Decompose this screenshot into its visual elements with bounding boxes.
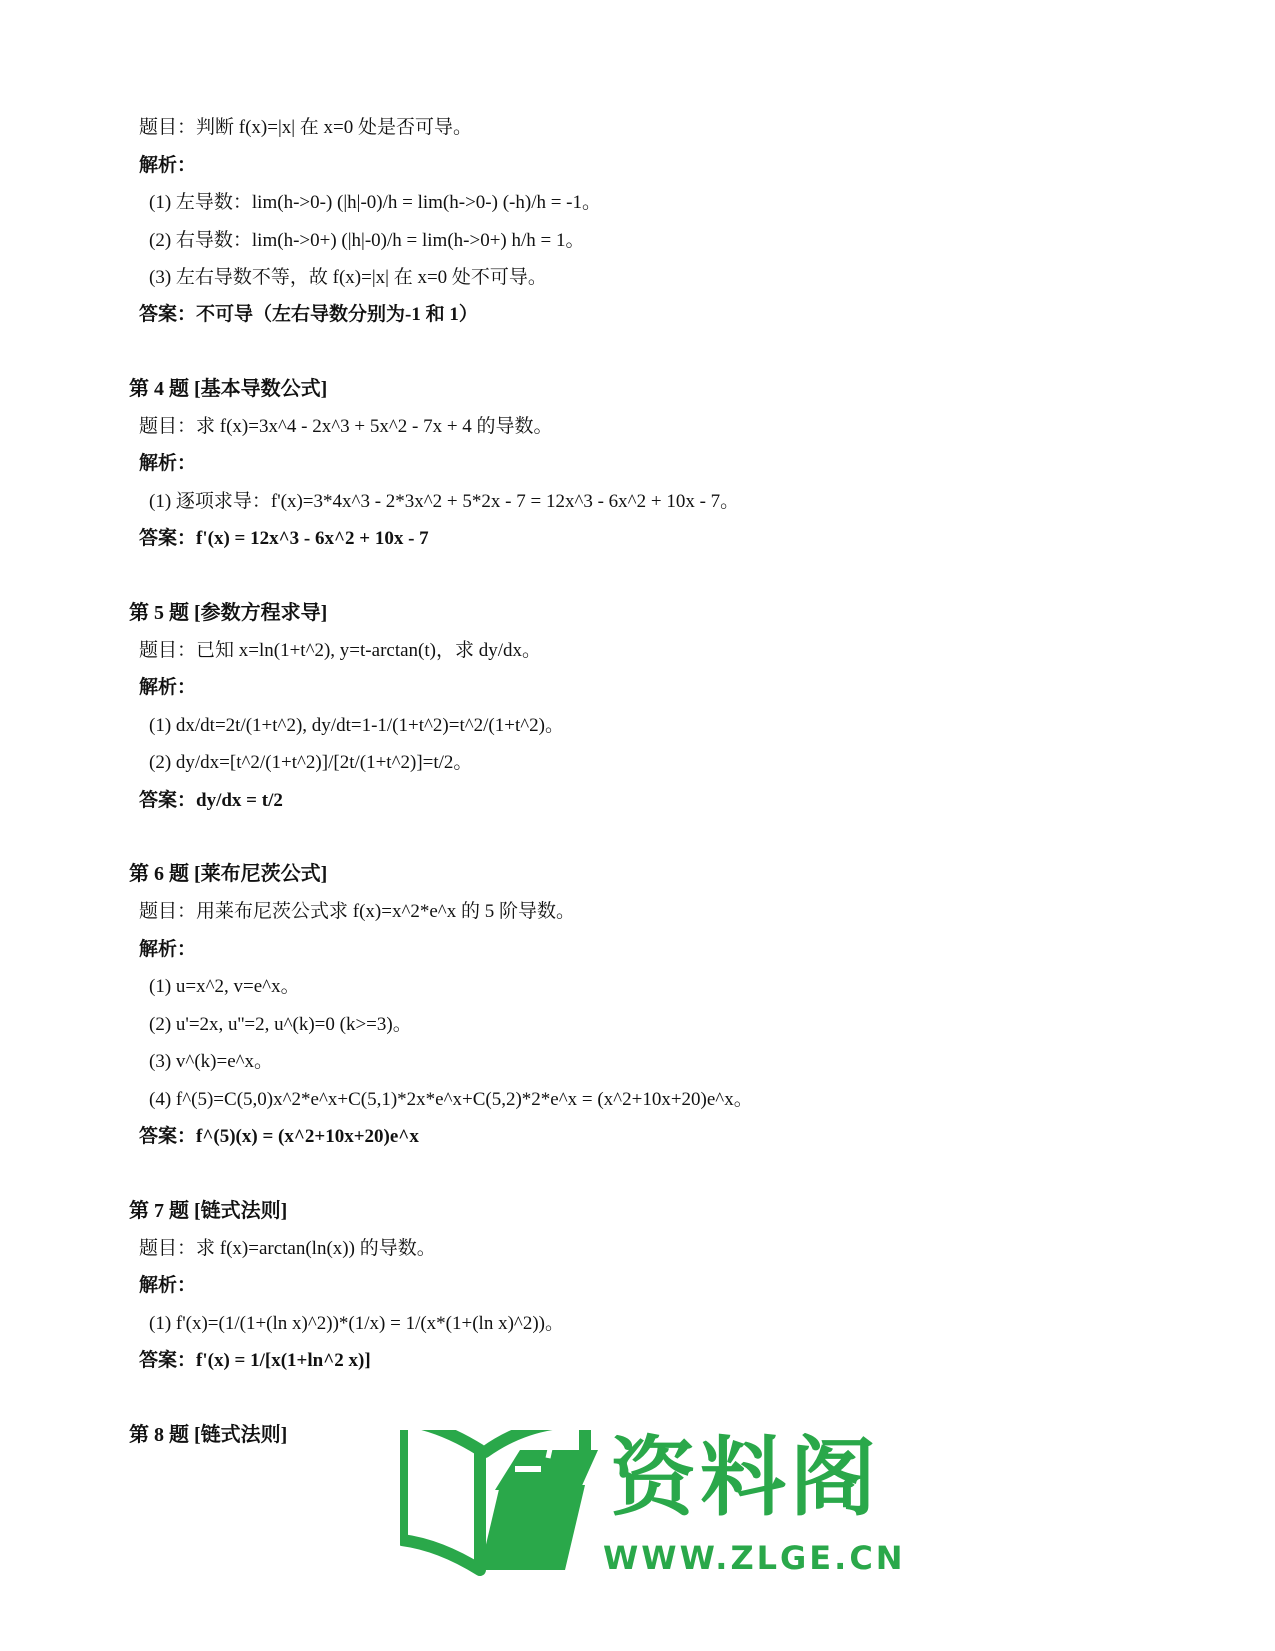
- question-text: 题目：判断 f(x)=|x| 在 x=0 处是否可导。: [139, 117, 473, 138]
- analysis-label: 解析：: [139, 453, 197, 474]
- analysis-label: 解析：: [139, 155, 197, 176]
- answer-label: 答案：: [139, 528, 197, 549]
- analysis-step: (2) 右导数：lim(h->0+) (|h|-0)/h = lim(h->0+) h/h = 1。: [149, 230, 585, 251]
- answer-line: [139, 789, 283, 813]
- answer-label: 答案：: [139, 1126, 197, 1147]
- problem-heading: 第 8 题 [链式法则]: [129, 1424, 288, 1446]
- answer-value: f'(x) = 1/[x(1+ln^2 x)]: [196, 1350, 371, 1371]
- answer-line: [139, 1349, 371, 1373]
- answer-line: [139, 1125, 419, 1149]
- analysis-step: (1) 左导数：lim(h->0-) (|h|-0)/h = lim(h->0-) (-h)/h = -1。: [149, 192, 602, 213]
- analysis-step: (4) f^(5)=C(5,0)x^2*e^x+C(5,1)*2x*e^x+C(5,2)*2*e^x = (x^2+10x+20)e^x。: [149, 1089, 753, 1110]
- analysis-step: (2) u'=2x, u''=2, u^(k)=0 (k>=3)。: [149, 1014, 412, 1035]
- analysis-step: (1) dx/dt=2t/(1+t^2), dy/dt=1-1/(1+t^2)=t^2/(1+t^2)。: [149, 715, 564, 736]
- answer-label: 答案：: [139, 790, 197, 811]
- watermark-url: WWW.ZLGE.CN: [603, 1539, 906, 1577]
- problem-heading: 第 7 题 [链式法则]: [129, 1200, 288, 1222]
- answer-value: f^(5)(x) = (x^2+10x+20)e^x: [196, 1126, 419, 1147]
- analysis-step: (1) u=x^2, v=e^x。: [149, 976, 300, 997]
- question-text: 题目：求 f(x)=arctan(ln(x)) 的导数。: [139, 1238, 436, 1259]
- answer-label: 答案：: [139, 1350, 197, 1371]
- problem-heading: 第 5 题 [参数方程求导]: [129, 602, 328, 624]
- analysis-step: (3) 左右导数不等，故 f(x)=|x| 在 x=0 处不可导。: [149, 267, 547, 288]
- analysis-step: (1) f'(x)=(1/(1+(ln x)^2))*(1/x) = 1/(x*(1+(ln x)^2))。: [149, 1313, 564, 1334]
- analysis-step: (1) 逐项求导：f'(x)=3*4x^3 - 2*3x^2 + 5*2x - 7 = 12x^3 - 6x^2 + 10x - 7。: [149, 491, 740, 512]
- question-text: 题目：用莱布尼茨公式求 f(x)=x^2*e^x 的 5 阶导数。: [139, 901, 575, 922]
- answer-value: dy/dx = t/2: [196, 790, 283, 811]
- answer-text: 答案：不可导（左右导数分别为-1 和 1）: [139, 304, 478, 325]
- question-text: 题目：已知 x=ln(1+t^2), y=t-arctan(t)，求 dy/dx。: [139, 640, 541, 661]
- watermark-title: 资料阁: [610, 1428, 880, 1528]
- analysis-label: 解析：: [139, 1275, 197, 1296]
- question-text: 题目：求 f(x)=3x^4 - 2x^3 + 5x^2 - 7x + 4 的导数。: [139, 416, 553, 437]
- analysis-step: (2) dy/dx=[t^2/(1+t^2)]/[2t/(1+t^2)]=t/2。: [149, 752, 473, 773]
- analysis-label: 解析：: [139, 939, 197, 960]
- answer-value: f'(x) = 12x^3 - 6x^2 + 10x - 7: [196, 528, 429, 549]
- analysis-label: 解析：: [139, 677, 197, 698]
- problem-heading: 第 6 题 [莱布尼茨公式]: [129, 863, 328, 885]
- answer-line: [139, 527, 429, 551]
- problem-heading: 第 4 题 [基本导数公式]: [129, 378, 328, 400]
- analysis-step: (3) v^(k)=e^x。: [149, 1051, 274, 1072]
